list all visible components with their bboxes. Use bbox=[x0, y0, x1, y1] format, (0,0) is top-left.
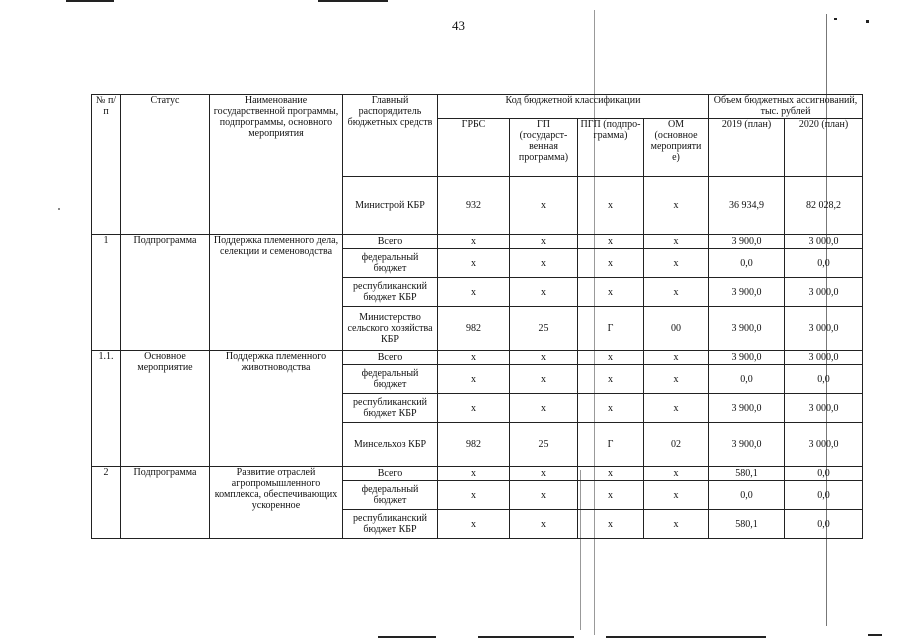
header-volume-group: Объем бюджетных ассигнований, тыс. рублей bbox=[709, 95, 863, 119]
header-pgp: ПГП (подпро-грамма) bbox=[578, 119, 644, 177]
scan-dash bbox=[868, 634, 882, 636]
header-grbs: ГРБС bbox=[438, 119, 510, 177]
cell-om: 00 bbox=[644, 307, 709, 351]
cell-y2020: 0,0 bbox=[785, 467, 863, 481]
group-name: Поддержка племенного дела, селекции и семеноводства bbox=[210, 235, 343, 351]
cell-gp: 25 bbox=[510, 423, 578, 467]
scan-dot bbox=[58, 208, 60, 210]
header-gp: ГП (государст-венная программа) bbox=[510, 119, 578, 177]
cell-om: х bbox=[644, 249, 709, 278]
budget-table bbox=[91, 94, 863, 539]
cell-gp: х bbox=[510, 278, 578, 307]
top-row-2020: 82 028,2 bbox=[785, 177, 863, 235]
scan-dot bbox=[834, 18, 837, 20]
cell-om: х bbox=[644, 481, 709, 510]
cell-grbs: х bbox=[438, 278, 510, 307]
table-row bbox=[92, 467, 863, 481]
cell-gp: х bbox=[510, 365, 578, 394]
cell-y2020: 3 000,0 bbox=[785, 278, 863, 307]
cell-y2020: 0,0 bbox=[785, 365, 863, 394]
scan-dash bbox=[478, 636, 574, 638]
cell-admin: Министерство сельского хозяйства КБР bbox=[343, 307, 438, 351]
header-status: Статус bbox=[121, 95, 210, 235]
cell-grbs: х bbox=[438, 467, 510, 481]
cell-admin: федеральный бюджет bbox=[343, 249, 438, 278]
cell-y2019: 3 900,0 bbox=[709, 351, 785, 365]
cell-pgp: х bbox=[578, 467, 644, 481]
header-code-group: Код бюджетной классификации bbox=[438, 95, 709, 119]
cell-om: х bbox=[644, 510, 709, 539]
cell-grbs: 982 bbox=[438, 423, 510, 467]
cell-y2019: 580,1 bbox=[709, 467, 785, 481]
cell-admin: Минсельхоз КБР bbox=[343, 423, 438, 467]
cell-gp: х bbox=[510, 351, 578, 365]
top-row-pgp: х bbox=[578, 177, 644, 235]
cell-om: х bbox=[644, 278, 709, 307]
cell-gp: х bbox=[510, 467, 578, 481]
cell-grbs: х bbox=[438, 235, 510, 249]
cell-admin: Всего bbox=[343, 235, 438, 249]
group-status: Подпрограмма bbox=[121, 467, 210, 539]
group-num: 1.1. bbox=[92, 351, 121, 467]
header-admin: Главный распорядитель бюджетных средств bbox=[343, 95, 438, 177]
header-row bbox=[92, 95, 863, 119]
top-row-gp: х bbox=[510, 177, 578, 235]
cell-admin: республиканский бюджет КБР bbox=[343, 394, 438, 423]
cell-y2019: 0,0 bbox=[709, 365, 785, 394]
cell-admin: Всего bbox=[343, 467, 438, 481]
cell-om: х bbox=[644, 351, 709, 365]
cell-pgp: х bbox=[578, 394, 644, 423]
cell-y2019: 3 900,0 bbox=[709, 423, 785, 467]
scan-dash bbox=[378, 636, 436, 638]
group-name: Развитие отраслей агропромышленного комплекса, обеспечивающих ускоренное bbox=[210, 467, 343, 539]
cell-y2020: 0,0 bbox=[785, 510, 863, 539]
scan-dash bbox=[318, 0, 388, 2]
cell-grbs: 982 bbox=[438, 307, 510, 351]
cell-pgp: Г bbox=[578, 307, 644, 351]
cell-pgp: х bbox=[578, 365, 644, 394]
cell-pgp: х bbox=[578, 278, 644, 307]
header-om: ОМ (основное мероприяти е) bbox=[644, 119, 709, 177]
cell-y2019: 0,0 bbox=[709, 481, 785, 510]
cell-grbs: х bbox=[438, 365, 510, 394]
cell-y2020: 3 000,0 bbox=[785, 394, 863, 423]
cell-om: х bbox=[644, 235, 709, 249]
cell-y2020: 0,0 bbox=[785, 249, 863, 278]
cell-om: х bbox=[644, 394, 709, 423]
cell-admin: Всего bbox=[343, 351, 438, 365]
cell-gp: х bbox=[510, 510, 578, 539]
cell-gp: х bbox=[510, 235, 578, 249]
header-2019: 2019 (план) bbox=[709, 119, 785, 177]
cell-y2020: 3 000,0 bbox=[785, 307, 863, 351]
cell-pgp: х bbox=[578, 249, 644, 278]
cell-grbs: х bbox=[438, 249, 510, 278]
scan-dash bbox=[606, 636, 766, 638]
cell-pgp: Г bbox=[578, 423, 644, 467]
cell-y2019: 0,0 bbox=[709, 249, 785, 278]
cell-gp: 25 bbox=[510, 307, 578, 351]
cell-y2020: 3 000,0 bbox=[785, 235, 863, 249]
group-status: Основное мероприятие bbox=[121, 351, 210, 467]
cell-gp: х bbox=[510, 481, 578, 510]
cell-y2020: 3 000,0 bbox=[785, 423, 863, 467]
scan-dash bbox=[66, 0, 114, 2]
header-num: № п/п bbox=[92, 95, 121, 235]
table-row bbox=[92, 235, 863, 249]
group-num: 1 bbox=[92, 235, 121, 351]
cell-y2019: 3 900,0 bbox=[709, 235, 785, 249]
cell-grbs: х bbox=[438, 510, 510, 539]
top-row-admin: Министрой КБР bbox=[343, 177, 438, 235]
cell-admin: республиканский бюджет КБР bbox=[343, 510, 438, 539]
cell-om: 02 bbox=[644, 423, 709, 467]
cell-om: х bbox=[644, 365, 709, 394]
cell-y2019: 3 900,0 bbox=[709, 394, 785, 423]
header-name: Наименование государственной программы, подпрограммы, основного мероприятия bbox=[210, 95, 343, 235]
cell-om: х bbox=[644, 467, 709, 481]
cell-grbs: х bbox=[438, 351, 510, 365]
cell-y2019: 3 900,0 bbox=[709, 307, 785, 351]
cell-y2019: 3 900,0 bbox=[709, 278, 785, 307]
top-row-om: х bbox=[644, 177, 709, 235]
header-2020: 2020 (план) bbox=[785, 119, 863, 177]
cell-grbs: х bbox=[438, 481, 510, 510]
table-row bbox=[92, 351, 863, 365]
page-number: 43 bbox=[452, 18, 465, 33]
top-row-grbs: 932 bbox=[438, 177, 510, 235]
cell-pgp: х bbox=[578, 510, 644, 539]
scan-dot bbox=[866, 20, 869, 23]
cell-gp: х bbox=[510, 249, 578, 278]
cell-gp: х bbox=[510, 394, 578, 423]
cell-pgp: х bbox=[578, 351, 644, 365]
group-status: Подпрограмма bbox=[121, 235, 210, 351]
cell-y2020: 0,0 bbox=[785, 481, 863, 510]
cell-admin: федеральный бюджет bbox=[343, 481, 438, 510]
cell-y2019: 580,1 bbox=[709, 510, 785, 539]
cell-admin: федеральный бюджет bbox=[343, 365, 438, 394]
cell-pgp: х bbox=[578, 481, 644, 510]
cell-grbs: х bbox=[438, 394, 510, 423]
cell-admin: республиканский бюджет КБР bbox=[343, 278, 438, 307]
group-name: Поддержка племенного животноводства bbox=[210, 351, 343, 467]
cell-pgp: х bbox=[578, 235, 644, 249]
group-num: 2 bbox=[92, 467, 121, 539]
cell-y2020: 3 000,0 bbox=[785, 351, 863, 365]
top-row-2019: 36 934,9 bbox=[709, 177, 785, 235]
